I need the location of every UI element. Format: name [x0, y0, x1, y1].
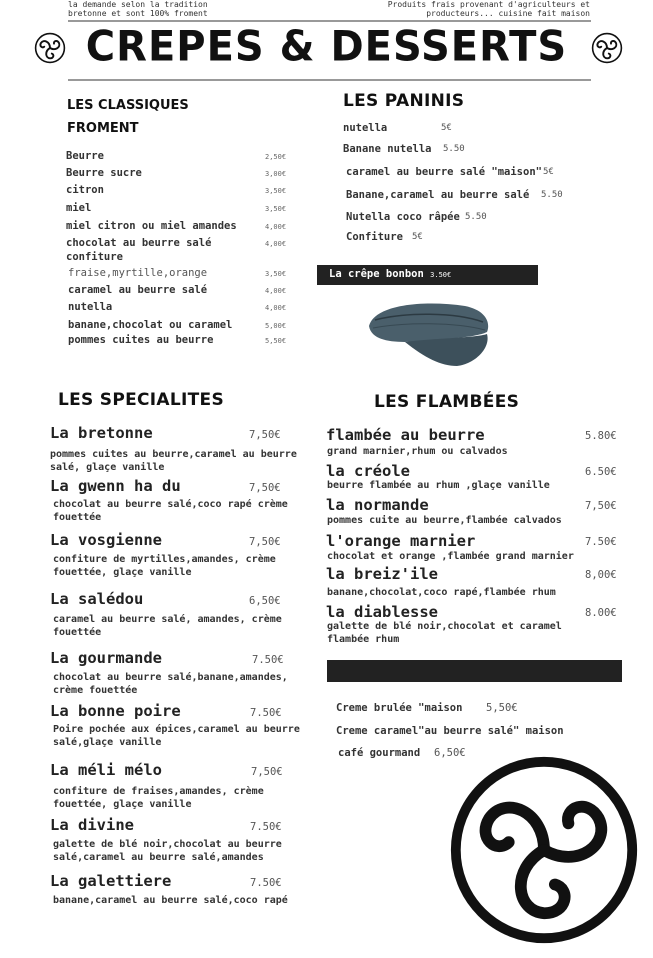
divider — [68, 79, 591, 81]
menu-item-name: miel citron ou miel amandes — [66, 220, 237, 232]
dessert-price: 5,50€ — [486, 702, 518, 714]
flambee-price: 7.50€ — [585, 536, 617, 548]
menu-item-price: 4,00€ — [265, 304, 287, 312]
flambee-description: beurre flambée au rhum ,glaçe vanille — [327, 480, 550, 491]
menu-item-price: 4,00€ — [265, 240, 287, 248]
flambee-description: grand marnier,rhum ou calvados — [327, 446, 508, 457]
menu-item-price: 5,50€ — [265, 337, 287, 345]
menu-item-name: miel — [66, 202, 92, 214]
bonbon-banner — [317, 265, 538, 285]
specialite-name: La bonne poire — [50, 702, 181, 720]
menu-item-price: 5€ — [543, 167, 554, 177]
specialite-description: confiture de fraises,amandes, crème fouettée, glaçe vanille — [53, 786, 264, 810]
flambee-price: 6.50€ — [585, 466, 617, 478]
menu-item-price: 2,50€ — [265, 153, 287, 161]
specialite-description: Poire pochée aux épices,caramel au beurre salé,glaçe vanille — [53, 724, 300, 748]
specialite-description: confiture de myrtilles,amandes, crème fouettée, glaçe vanille — [53, 554, 276, 578]
menu-item-name: caramel au beurre salé "maison" — [346, 166, 542, 178]
flambee-price: 8,00€ — [585, 569, 617, 581]
page-title: CREPES & DESSERTS — [85, 22, 568, 72]
menu-item-name: Beurre sucre — [66, 167, 142, 179]
menu-item-name: fraise,myrtille,orange — [68, 267, 208, 279]
bonbon-price: 3.50€ — [430, 271, 452, 279]
menu-item-name: confiture — [66, 251, 123, 263]
triskel-icon — [591, 32, 623, 64]
flambee-name: la breiz'ile — [326, 565, 438, 583]
flambee-description: pommes cuite au beurre,flambée calvados — [327, 515, 562, 526]
divider — [68, 20, 591, 22]
flambee-name: la diablesse — [326, 603, 438, 621]
menu-item-price: 3,50€ — [265, 187, 287, 195]
section-title-specialites: LES SPECIALITES — [58, 390, 224, 410]
specialite-name: La bretonne — [50, 424, 153, 442]
flambee-description: chocolat et orange ,flambée grand marnier — [327, 551, 574, 562]
menu-item-price: 5.50 — [465, 212, 487, 222]
section-title-paninis: LES PANINIS — [343, 91, 465, 111]
flambee-description: galette de blé noir,chocolat et caramel flambée rhum — [327, 621, 562, 645]
menu-item-name: Banane,caramel au beurre salé — [346, 189, 530, 201]
menu-item-name: pommes cuites au beurre — [68, 334, 214, 346]
cap-illustration — [365, 298, 493, 370]
specialite-price: 7.50€ — [252, 654, 284, 666]
menu-item-price: 5.50 — [541, 190, 563, 200]
dessert-name: Creme brulée "maison — [336, 702, 463, 714]
flambee-price: 5.80€ — [585, 430, 617, 442]
specialite-description: galette de blé noir,chocolat au beurre salé,caramel au beurre salé,amandes — [53, 839, 282, 863]
menu-item-price: 5€ — [412, 232, 423, 242]
menu-item-name: caramel au beurre salé — [68, 284, 208, 296]
desserts-banner — [327, 660, 622, 682]
specialite-price: 7,50€ — [249, 482, 281, 494]
menu-item-name: chocolat au beurre salé — [66, 237, 212, 249]
header-right-note: Produits frais provenant d'agriculteurs et producteurs... cuisine fait maison — [387, 0, 590, 18]
specialite-name: La gourmande — [50, 649, 162, 667]
flambee-name: flambée au beurre — [326, 426, 485, 444]
specialite-name: La vosgienne — [50, 531, 162, 549]
header-left-note: la demande selon la tradition bretonne et sont 100% froment — [68, 0, 208, 18]
menu-item-price: 3,50€ — [265, 270, 287, 278]
dessert-price: 6,50€ — [434, 747, 466, 759]
specialite-name: La salédou — [50, 590, 144, 608]
menu-item-name: Confiture — [346, 231, 403, 243]
dessert-name: café gourmand — [338, 747, 421, 759]
triskel-icon — [34, 32, 66, 64]
menu-item-name: banane,chocolat ou caramel — [68, 319, 233, 331]
menu-item-price: 4,00€ — [265, 287, 287, 295]
menu-item-name: nutella — [343, 122, 388, 134]
specialite-price: 7.50€ — [250, 877, 282, 889]
menu-item-price: 3,00€ — [265, 170, 287, 178]
menu-item-name: citron — [66, 184, 104, 196]
menu-item-name: Beurre — [66, 150, 104, 162]
flambee-name: la normande — [326, 496, 429, 514]
section-title-flambees: LES FLAMBÉES — [374, 392, 520, 412]
triskel-logo-icon — [446, 752, 642, 948]
menu-item-price: 4,00€ — [265, 223, 287, 231]
specialite-description: chocolat au beurre salé,coco rapé crème fouettée — [53, 499, 288, 523]
section-title-classiques: LES CLASSIQUES FROMENT — [67, 98, 189, 136]
specialite-price: 6,50€ — [249, 595, 281, 607]
flambee-price: 8.00€ — [585, 607, 617, 619]
bonbon-name: La crêpe bonbon — [329, 268, 424, 280]
menu-item-price: 5€ — [441, 123, 452, 133]
specialite-price: 7,50€ — [249, 429, 281, 441]
specialite-description: pommes cuites au beurre,caramel au beurre salé, glaçe vanille — [50, 449, 297, 473]
specialite-name: La divine — [50, 816, 134, 834]
specialite-name: La gwenn ha du — [50, 477, 181, 495]
specialite-description: banane,caramel au beurre salé,coco rapé — [53, 895, 288, 906]
specialite-price: 7,50€ — [251, 766, 283, 778]
flambee-name: la créole — [326, 462, 410, 480]
menu-item-price: 3,50€ — [265, 205, 287, 213]
specialite-price: 7.50€ — [250, 707, 282, 719]
dessert-name: Creme caramel"au beurre salé" maison — [336, 725, 564, 737]
specialite-price: 7.50€ — [250, 821, 282, 833]
menu-item-name: nutella — [68, 301, 113, 313]
specialite-price: 7,50€ — [249, 536, 281, 548]
flambee-description: banane,chocolat,coco rapé,flambée rhum — [327, 587, 556, 598]
menu-item-price: 5,00€ — [265, 322, 287, 330]
menu-item-name: Banane nutella — [343, 143, 432, 155]
specialite-description: caramel au beurre salé, amandes, crème fouettée — [53, 614, 282, 638]
flambee-price: 7,50€ — [585, 500, 617, 512]
specialite-name: La méli mélo — [50, 761, 162, 779]
flambee-name: l'orange marnier — [326, 532, 476, 550]
specialite-description: chocolat au beurre salé,banane,amandes, crème fouettée — [53, 672, 288, 696]
specialite-name: La galettiere — [50, 872, 172, 890]
menu-item-price: 5.50 — [443, 144, 465, 154]
menu-item-name: Nutella coco râpée — [346, 211, 460, 223]
